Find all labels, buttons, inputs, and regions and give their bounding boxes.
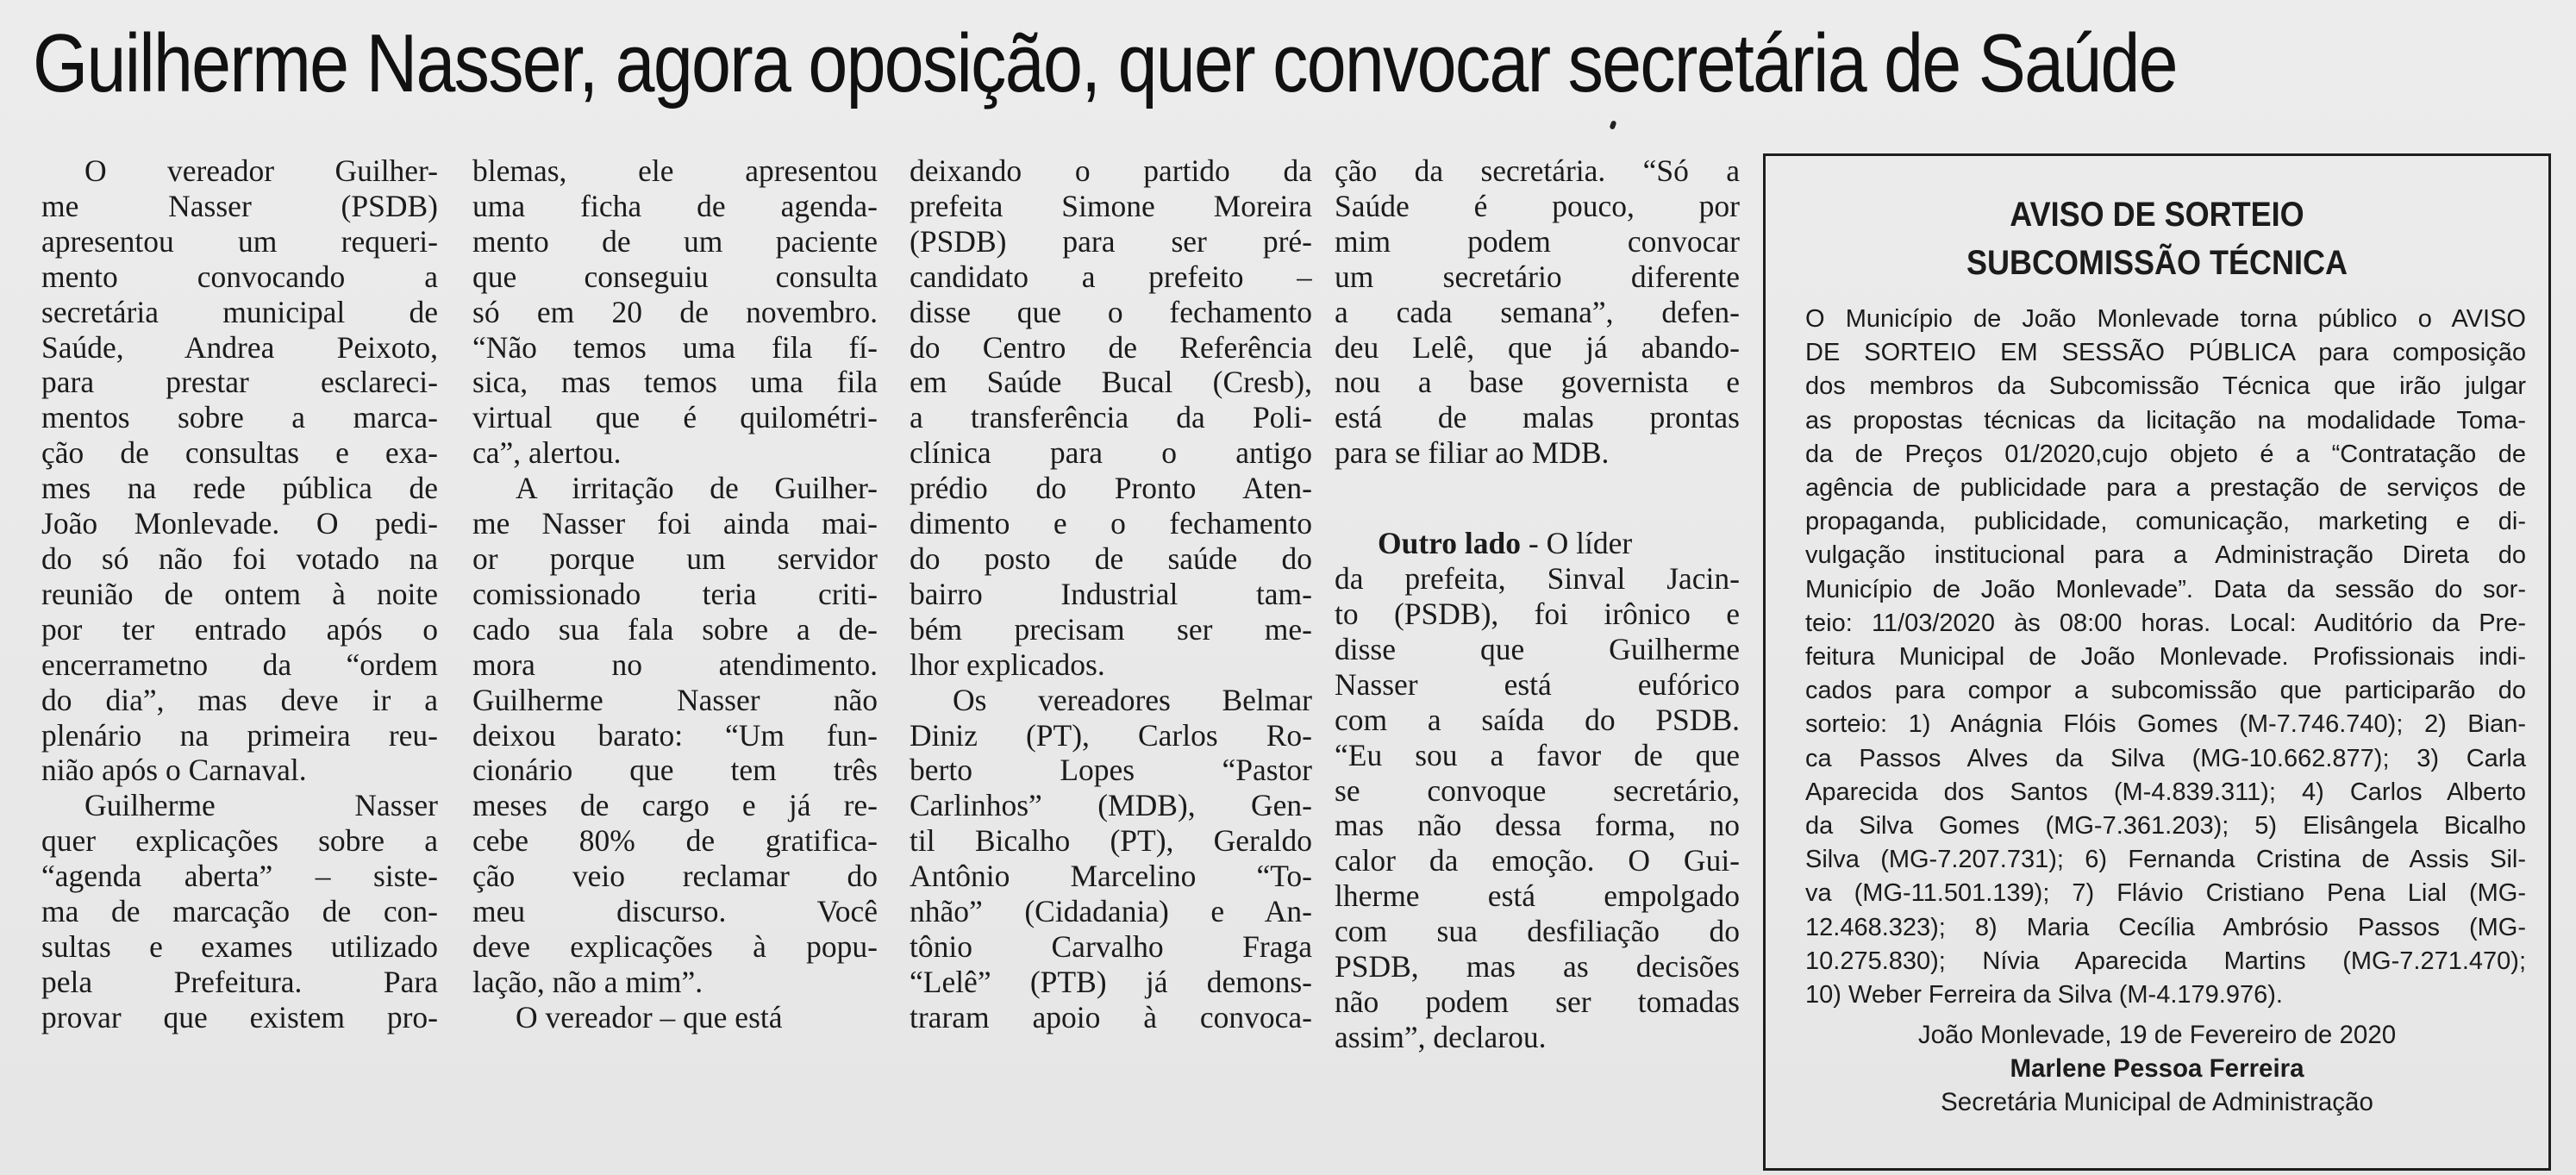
article-line: lherme está empolgado [1335,878,1740,914]
article-line: cado sua fala sobre a de- [472,611,878,647]
article-line: Saúde, Andrea Peixoto, [41,329,438,365]
notice-signatory-role: Secretária Municipal de Administração [1941,1088,2373,1116]
article-line: meses de cargo e já re- [472,788,878,823]
article-line: ção de consultas e exa- [41,435,438,471]
notice-line: ca Passos Alves da Silva (MG-10.662.877); 3) Carla [1805,744,2526,772]
notice-line: sorteio: 1) Anágnia Flóis Gomes (M-7.746.740); 2) Bian- [1805,710,2526,739]
article-line: deve explicações à popu- [472,928,878,964]
article-line: quer explicações sobre a [41,823,438,859]
article-line: deixou barato: “Um fun- [472,717,878,753]
notice-line: O Município de João Monlevade torna público o AVISO [1805,305,2526,333]
article-line: uma ficha de agenda- [472,188,878,223]
notice-line: da Silva Gomes (MG-7.361.203); 5) Elisângela Bicalho [1805,812,2526,841]
article-line: dimento e o fechamento [910,506,1312,541]
notice-title [1804,191,2509,287]
notice-line: 12.468.323); 8) Maria Cecília Ambrósio Passos (MG- [1805,913,2526,941]
article-line: A irritação de Guilher- [516,471,878,506]
article-line: plenário na primeira reu- [41,717,438,753]
article-line: deixando o partido da [910,153,1312,188]
article-line: “agenda aberta” – siste- [41,859,438,894]
notice-line: da de Preços 01/2020,cujo objeto é a “Contratação de [1805,440,2526,468]
article-line: para prestar esclareci- [41,365,438,400]
notice-line: feitura Municipal de João Monlevade. Profissionais indi- [1805,643,2526,672]
notice-line: DE SORTEIO EM SESSÃO PÚBLICA para composição [1805,339,2526,367]
article-line: “Não temos uma fila fí- [472,329,878,365]
article-line: or porque um servidor [472,541,878,576]
notice-line: 10.275.830); Nívia Aparecida Martins (MG-7.271.470); [1805,947,2526,975]
article-line: to (PSDB), foi irônico e [1335,596,1740,631]
article-line: bairro Industrial tam- [910,576,1312,611]
article-line: reunião de ontem à noite [41,576,438,611]
article-line: ção da secretária. “Só a [1335,153,1740,188]
article-column-1 [41,153,438,1171]
article-line: me Nasser foi ainda mai- [472,506,878,541]
notice-line: cados para compor a subcomissão que participarão do [1805,677,2526,705]
article-line: meu discurso. Você [472,894,878,929]
notice-line: Município de João Monlevade”. Data da sessão do sor- [1805,575,2526,603]
subhead-rest: - O líder [1521,526,1633,561]
article-line: til Bicalho (PT), Geraldo [910,823,1312,859]
article-line: sultas e exames utilizado [41,928,438,964]
article-line: disse que o fechamento [910,294,1312,329]
article-column-3 [910,153,1312,1171]
article-line: mora no atendimento. [472,647,878,682]
article-line: mentos sobre a marca- [41,400,438,435]
article-line: João Monlevade. O pedi- [41,506,438,541]
article-line: ma de marcação de con- [41,894,438,929]
article-line: Guilherme Nasser não [472,682,878,717]
notice-line: dos membros da Subcomissão Técnica que irão julgar [1805,372,2526,401]
article-line: Nasser está eufórico [1335,666,1740,702]
article-line: Diniz (PT), Carlos Ro- [910,717,1312,753]
article-line: deu Lelê, que já abando- [1335,329,1740,365]
article-line: do dia”, mas deve ir a [41,682,438,717]
article-line: me Nasser (PSDB) [41,188,438,223]
article-line: pela Prefeitura. Para [41,964,438,999]
article-line: com sua desfiliação do [1335,914,1740,949]
article-line: do posto de saúde do [910,541,1312,576]
article-line: prefeita Simone Moreira [910,188,1312,223]
article-line: nhão” (Cidadania) e An- [910,894,1312,929]
article-line: só em 20 de novembro. [472,294,878,329]
article-line: não podem ser tomadas [1335,984,1740,1019]
article-line: que conseguiu consulta [472,259,878,294]
article-line: lação, não a mim”. [472,964,703,999]
notice-line: Aparecida dos Santos (M-4.839.311); 4) Carlos Alberto [1805,778,2526,806]
article-line: “Lelê” (PTB) já demons- [910,964,1312,999]
article-line: O vereador – que está [516,999,783,1034]
article-line: sica, mas temos uma fila [472,365,878,400]
article-line: mas não dessa forma, no [1335,808,1740,843]
subhead-outro-lado: Outro lado [1378,526,1522,561]
article-line: Saúde é pouco, por [1335,188,1740,223]
article-line: em Saúde Bucal (Cresb), [910,365,1312,400]
notice-body [1805,303,2526,1012]
notice-title-line-2: SUBCOMISSÃO TÉCNICA [1966,244,2348,282]
article-line: está de malas prontas [1335,400,1740,435]
article-line: lhor explicados. [910,647,1105,682]
article-line: cionário que tem três [472,753,878,788]
article-line: (PSDB) para ser pré- [910,223,1312,259]
notice-signatory: Marlene Pessoa Ferreira [2010,1054,2304,1083]
article-line: ção veio reclamar do [472,859,878,894]
notice-signature [1766,1018,2548,1119]
notice-line: vulgação institucional para a Administração Direta do [1805,541,2526,570]
notice-title-line-1: AVISO DE SORTEIO [2010,196,2304,234]
article-line: apresentou um requeri- [41,223,438,259]
article-line: blemas, ele apresentou [472,153,878,188]
article-line: Carlinhos” (MDB), Gen- [910,788,1312,823]
article-line: provar que existem pro- [41,999,438,1034]
article-line: encerrametno da “ordem [41,647,438,682]
paragraph-gap [1335,471,1740,526]
article-line: disse que Guilherme [1335,631,1740,666]
notice-line: Silva (MG-7.207.731); 6) Fernanda Cristina de Assis Sil- [1805,846,2526,874]
article-line: secretária municipal de [41,294,438,329]
article-line: a cada semana”, defen- [1335,294,1740,329]
article-line: mim podem convocar [1335,223,1740,259]
notice-line: agência de publicidade para a prestação de serviços de [1805,474,2526,503]
article-line: Antônio Marcelino “To- [910,859,1312,894]
article-line: tônio Carvalho Fraga [910,928,1312,964]
article-line: nou a base governista e [1335,365,1740,400]
notice-line: teio: 11/03/2020 às 08:00 horas. Local: Auditório da Pre- [1805,609,2526,637]
notice-place-date: João Monlevade, 19 de Fevereiro de 2020 [1917,1021,2397,1049]
article-line: ca”, alertou. [472,435,622,471]
article-line: se convoque secretário, [1335,772,1740,808]
notice-box [1763,153,2551,1171]
article-line: mes na rede pública de [41,471,438,506]
article-line: para se filiar ao MDB. [1335,435,1610,471]
article-line: candidato a prefeito – [910,259,1312,294]
print-speck [1609,120,1616,129]
article-line: nião após o Carnaval. [41,753,307,788]
article-line: da prefeita, Sinval Jacin- [1335,561,1740,597]
article-line: prédio do Pronto Aten- [910,471,1312,506]
notice-line: 10) Weber Ferreira da Silva (M-4.179.976). [1805,981,2283,1009]
article-line [1335,526,1740,561]
article-line: bém precisam ser me- [910,611,1312,647]
headline: Guilherme Nasser, agora oposição, quer convocar secretária de Saúde [33,17,2177,109]
article-line: Os vereadores Belmar [953,682,1312,717]
notice-line: as propostas técnicas da licitação na modalidade Toma- [1805,406,2526,434]
article-line: do Centro de Referência [910,329,1312,365]
article-line: do só não foi votado na [41,541,438,576]
article-line: virtual que é quilométri- [472,400,878,435]
article-line: PSDB, mas as decisões [1335,949,1740,984]
article-column-4 [1335,153,1740,1171]
article-line: Guilherme Nasser [84,788,438,823]
article-line: a transferência da Poli- [910,400,1312,435]
article-line: comissionado teria criti- [472,576,878,611]
article-line: assim”, declarou. [1335,1019,1547,1054]
article-line: “Eu sou a favor de que [1335,737,1740,772]
notice-line: va (MG-11.501.139); 7) Flávio Cristiano Pena Lial (MG- [1805,879,2526,908]
article-line: com a saída do PSDB. [1335,702,1740,737]
article-line: mento de um paciente [472,223,878,259]
article-line: um secretário diferente [1335,259,1740,294]
article-line: traram apoio à convoca- [910,999,1312,1034]
article-line: clínica para o antigo [910,435,1312,471]
article-column-2 [472,153,878,1171]
article-line: O vereador Guilher- [84,153,438,188]
article-line: berto Lopes “Pastor [910,753,1312,788]
article-line: por ter entrado após o [41,611,438,647]
notice-line: propaganda, publicidade, comunicação, marketing e di- [1805,508,2526,536]
article-line: cebe 80% de gratifica- [472,823,878,859]
article-line: mento convocando a [41,259,438,294]
article-line: calor da emoção. O Gui- [1335,843,1740,878]
